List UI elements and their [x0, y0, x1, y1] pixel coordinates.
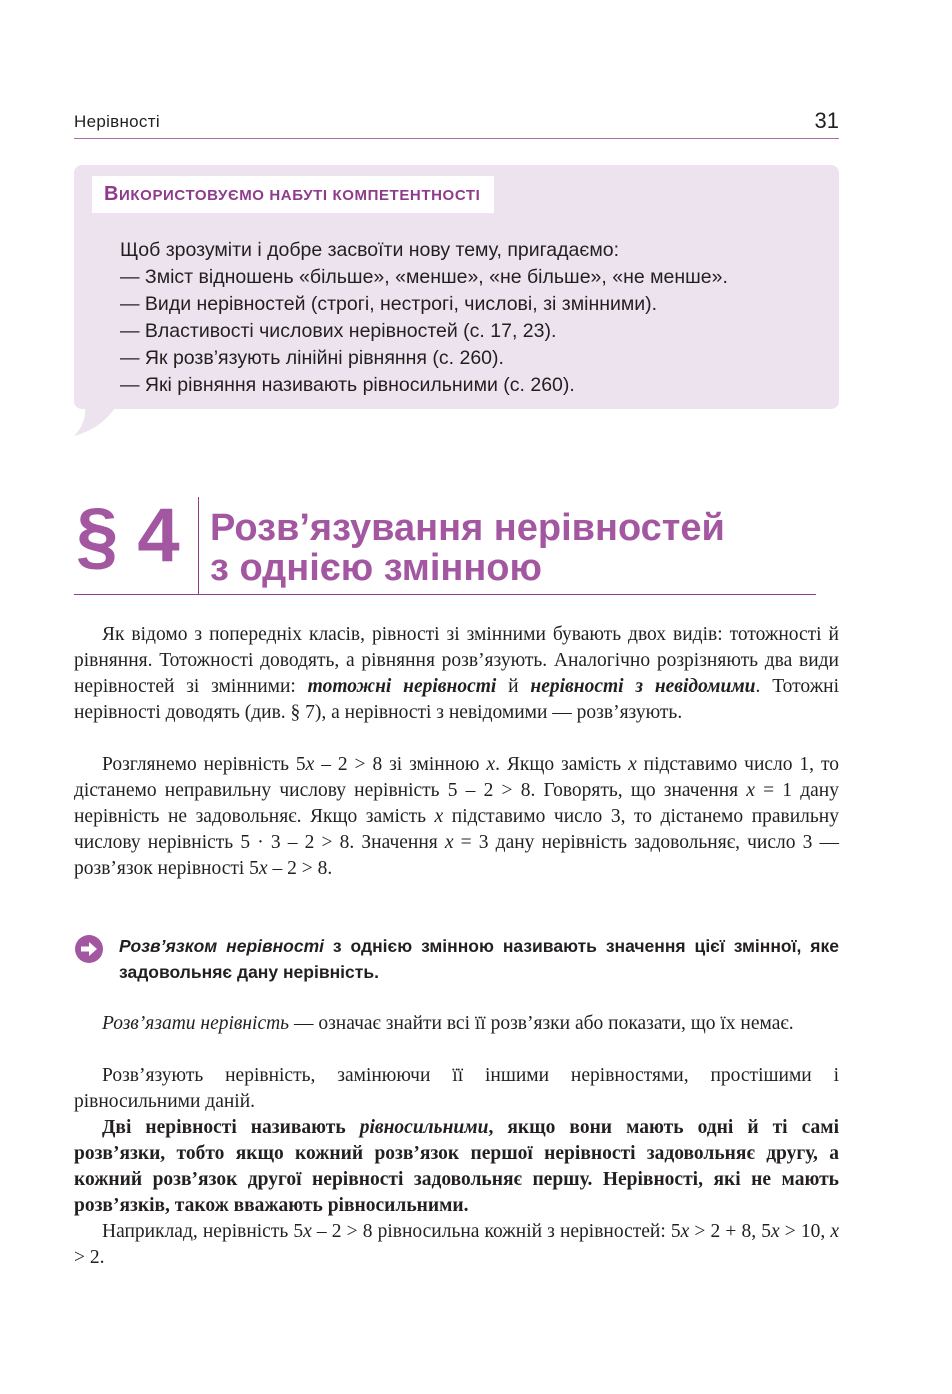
text-run: . Тотожні нерівності доводять (див. § 7), а нерівності з невідомими — розв’язують. [74, 676, 840, 723]
text-run: підставимо число 1, то дістанемо неправильну числову нерівність 5 – 2 > 8. Говорять, що значення [74, 754, 839, 801]
text-run: = 1 дану нерівність не задовольняє. Якщо замість [74, 780, 839, 827]
competency-item: — Які рівняння називають рівносильними (с. 260). [120, 374, 575, 396]
text-run: . Якщо замість [495, 754, 629, 775]
solve-paragraph [74, 1011, 839, 1037]
variable: x [434, 806, 444, 827]
text-run: Наприклад, нерівність 5 [102, 1221, 304, 1242]
text-run: = 3 дану нерівність задовольняє, число 3 — розв’язок нерівності 5 [74, 832, 839, 879]
competency-item: — Зміст відношень «більше», «менше», «не більше», «не менше». [120, 266, 728, 288]
section-title-line-1: Розв’язування нерівностей [210, 507, 725, 549]
competencies-heading [92, 176, 494, 213]
variable: x [444, 832, 454, 853]
competency-item: — Види нерівностей (строгі, нестрогі, числові, зі змінними). [120, 293, 658, 315]
competencies-list [120, 237, 728, 399]
term-solve-inequality: Розв’язати нерівність [102, 1013, 290, 1034]
intro-paragraph [74, 622, 839, 726]
competency-item: — Властивості числових нерівностей (с. 17, 23). [120, 320, 557, 342]
equivalence-paragraph [74, 1115, 839, 1219]
page-number: 31 [814, 108, 839, 133]
text-run: Розв’язують нерівність, замінюючи її іншими нерівностями, простішими і рівносильними даній. [74, 1065, 839, 1112]
section-number: § 4 [76, 493, 179, 578]
variable: x [680, 1221, 690, 1242]
text-run: Як відомо з попередніх класів, рівності зі змінними бувають двох видів: тотожності й рівняння. Тотожності доводять, а рівняння розв’язують. Аналогічно розрізняють два види нерівностей зі змінними: [74, 624, 839, 697]
text-run: – 2 > 8 рівносильна кожній з нерівностей: 5 [311, 1221, 681, 1242]
text-run: – 2 > 8. [267, 858, 333, 879]
variable: x [746, 780, 755, 801]
final-paragraph [74, 1219, 839, 1271]
section-title [210, 508, 725, 588]
arrow-right-icon [74, 934, 104, 964]
text-run: > 2. [74, 1247, 105, 1268]
running-title: Нерівності [74, 112, 160, 131]
competency-item: — Як розв’язують лінійні рівняння (с. 260). [120, 347, 504, 369]
term-equivalent: рівносильними [359, 1117, 489, 1138]
definition-text [119, 933, 839, 985]
competencies-heading-rest: ИКОРИСТОВУЄМО НАБУТІ КОМПЕТЕНТНОСТІ [119, 187, 481, 204]
text-run: > 10, [779, 1221, 831, 1242]
text-run: й [496, 676, 531, 697]
text-run: Розглянемо нерівність 5 [102, 754, 306, 775]
competencies-heading-initial: В [104, 183, 120, 205]
variable: x [770, 1221, 780, 1242]
variable: x [486, 754, 496, 775]
text-run: підставимо число 3, то дістанемо правильну числову нерівність 5 · 3 – 2 > 8. Значення [74, 806, 839, 853]
text-run: > 2 + 8, 5 [689, 1221, 771, 1242]
competencies-intro: Щоб зрозуміти і добре засвоїти нову тему, пригадаємо: [120, 239, 619, 261]
text-run: – 2 > 8 зі змінною [314, 754, 487, 775]
variable: x [830, 1221, 839, 1242]
example-paragraph [74, 752, 839, 882]
speech-bubble-tail-icon [74, 400, 134, 440]
section-divider-vertical [198, 497, 199, 594]
text-run: Дві нерівності називають [102, 1117, 360, 1138]
section-title-line-2: з однією змінною [210, 547, 542, 589]
definition-term: Розв’язком нерівності [119, 936, 324, 956]
section-divider-horizontal [74, 594, 816, 595]
replace-paragraph [74, 1063, 839, 1115]
variable: x [628, 754, 637, 775]
variable: x [303, 1221, 312, 1242]
text-run: , якщо вони мають одні й ті самі розв’язки, тобто якщо кожний розв’язок першої нерівності задовольняє другу, а кожний розв’язок другої нерівності задовольняє першу. Нерівності, які не мають розв’язків, також вважають рівносильними. [74, 1117, 839, 1216]
text-run: — означає знайти всі її розв’язки або показати, що їх немає. [289, 1013, 794, 1034]
term-inequalities-with-unknowns: нерівності з невідомими [530, 676, 756, 697]
variable: x [258, 858, 268, 879]
definition-body: з однією змінною називають значення цієї змінної, яке задовольняє дану нерівність. [119, 936, 839, 982]
running-head [74, 108, 839, 139]
term-identical-inequalities: тотожні нерівності [307, 676, 497, 697]
variable: x [305, 754, 315, 775]
